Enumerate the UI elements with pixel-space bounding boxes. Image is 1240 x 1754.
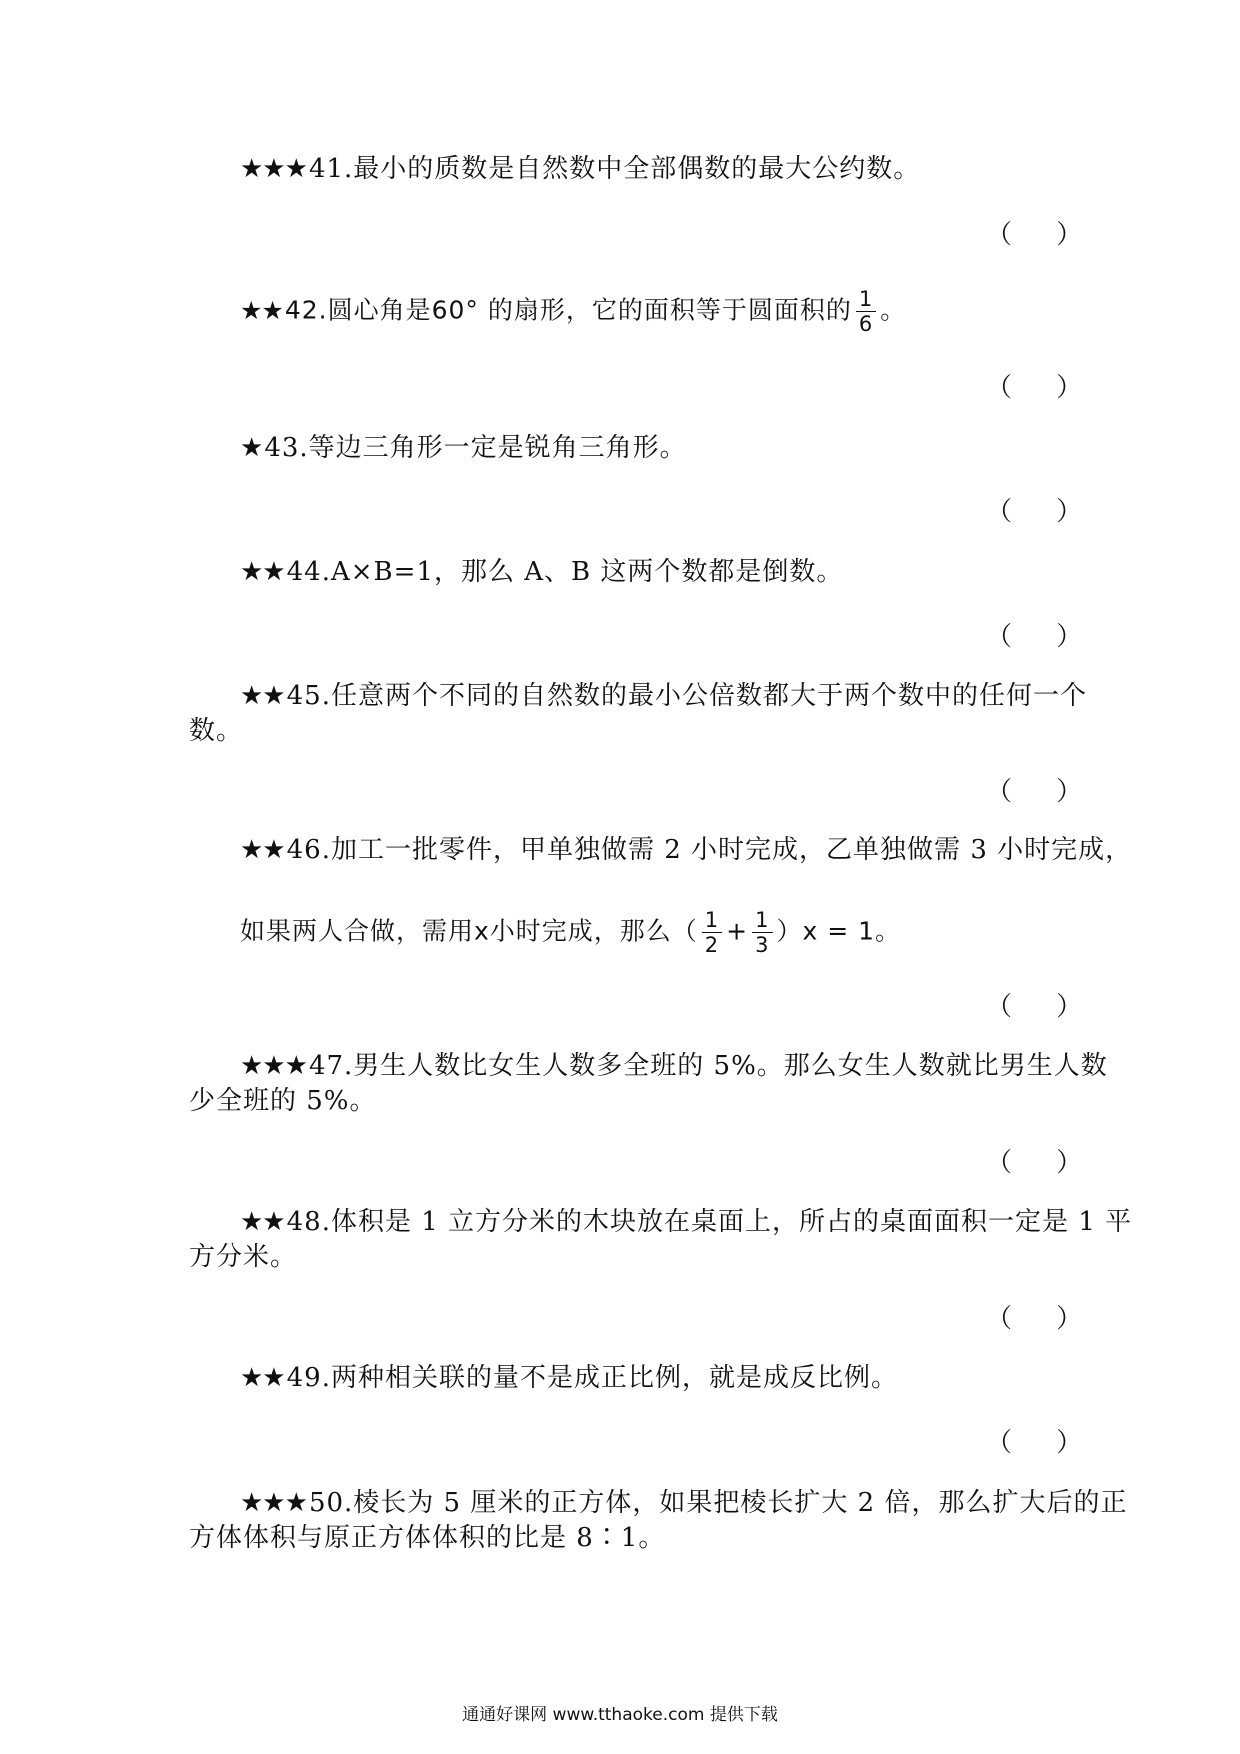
difficulty-stars: ★★ [240,557,285,587]
question-46-equation-line [240,908,901,957]
fraction-denominator: 6 [858,312,874,336]
fraction-numerator: 1 [752,908,772,933]
question-text: A×B=1，那么 A、B 这两个数都是倒数。 [330,557,844,587]
fraction-numerator: 1 [856,287,876,312]
question-number: 48. [286,1207,331,1237]
answer-blank-48[interactable]: （ ） [986,1304,1101,1334]
question-text: 体积是 1 立方分米的木块放在桌面上，所占的桌面面积一定是 1 平 [330,1207,1133,1237]
question-number: 45. [286,681,331,711]
question-46 [240,833,1132,867]
difficulty-stars: ★★ [240,1363,285,1393]
answer-blank-45[interactable]: （ ） [986,777,1101,807]
page-footer: 通通好课网 www.tthaoke.com 提供下载 [462,1705,778,1725]
fraction-half [702,908,722,957]
fraction [856,287,876,336]
question-text: 圆心角是60° 的扇形，它的面积等于圆面积的 [327,295,852,325]
answer-blank-42[interactable]: （ ） [986,373,1101,403]
question-number: 43. [264,433,309,463]
question-41 [240,152,920,186]
question-47 [240,1049,1108,1083]
difficulty-stars: ★ [240,433,263,463]
difficulty-stars: ★★★ [240,1488,307,1518]
question-text: 男生人数比女生人数多全班的 5%。那么女生人数就比男生人数 [353,1051,1108,1081]
question-50-continued: 方体体积与原正方体体积的比是 8∶1。 [189,1523,666,1553]
question-45-continued: 数。 [189,716,244,746]
answer-blank-43[interactable]: （ ） [986,497,1101,527]
question-text: 两种相关联的量不是成正比例，就是成反比例。 [330,1363,898,1393]
difficulty-stars: ★★ [240,681,285,711]
question-number: 49. [286,1363,331,1393]
question-number: 47. [308,1051,354,1081]
question-text: 等边三角形一定是锐角三角形。 [308,433,687,463]
fraction-numerator: 1 [702,908,722,933]
difficulty-stars: ★★ [240,1207,285,1237]
fraction-denominator: 2 [704,933,720,957]
question-number: 44. [286,557,331,587]
question-48-continued: 方分米。 [189,1242,298,1272]
question-50 [240,1486,1127,1520]
question-text: 最小的质数是自然数中全部偶数的最大公约数。 [353,154,921,184]
answer-blank-47[interactable]: （ ） [986,1148,1101,1178]
question-43 [240,431,687,465]
question-49 [240,1361,898,1395]
answer-blank-41[interactable]: （ ） [986,220,1101,250]
question-48 [240,1205,1132,1239]
question-42 [240,287,906,336]
question-45 [240,679,1087,713]
question-number: 42. [284,295,328,325]
difficulty-stars: ★★ [240,835,285,865]
difficulty-stars: ★★ [240,295,283,325]
answer-blank-49[interactable]: （ ） [986,1428,1101,1458]
answer-blank-44[interactable]: （ ） [986,622,1101,652]
fraction-denominator: 3 [755,933,770,957]
plus-sign: + [726,916,749,946]
fraction-third [752,908,772,957]
answer-blank-46[interactable]: （ ） [986,992,1101,1022]
question-text: 加工一批零件，甲单独做需 2 小时完成，乙单独做需 3 小时完成， [330,835,1133,865]
question-44 [240,555,843,589]
question-number: 41. [308,154,354,184]
question-47-continued: 少全班的 5%。 [189,1086,377,1116]
question-text: 任意两个不同的自然数的最小公倍数都大于两个数中的任何一个 [330,681,1087,711]
equation-end: ）x = 1。 [776,916,902,946]
difficulty-stars: ★★★ [240,154,307,184]
question-text: 棱长为 5 厘米的正方体，如果把棱长扩大 2 倍，那么扩大后的正 [353,1488,1128,1518]
equation-text: 如果两人合做，需用x小时完成，那么（ [240,916,698,946]
question-number: 50. [308,1488,354,1518]
difficulty-stars: ★★★ [240,1051,307,1081]
question-text-end: 。 [880,295,907,325]
question-number: 46. [286,835,331,865]
